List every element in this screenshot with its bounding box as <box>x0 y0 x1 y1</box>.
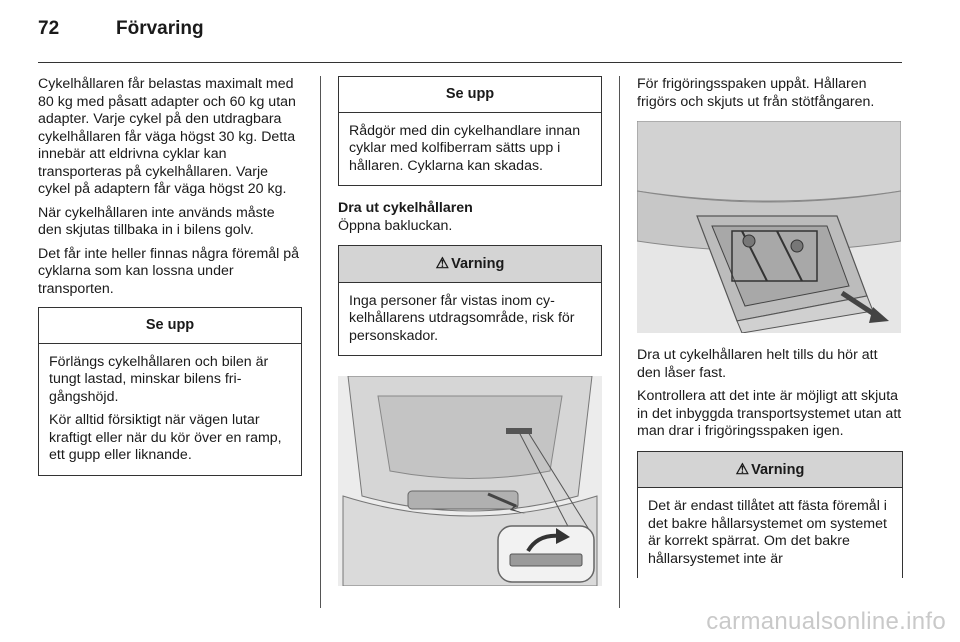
warning-heading <box>638 452 902 489</box>
column-divider-2 <box>619 76 620 608</box>
caution-text: Kör alltid försiktigt när vägen lutar kraftigt eller när du kör över en ramp, ett gupp eller liknande. <box>49 412 282 463</box>
header-rule <box>38 62 902 63</box>
watermark: carmanualsonline.info <box>706 608 946 635</box>
warning-text: Inga personer får vistas inom cykelhållarens utdragsområde, risk för personskador. <box>349 292 575 344</box>
warning-heading-label: Varning <box>451 256 505 272</box>
caution-text: Rådgör med din cykelhandlare innan cyklar med kolfiberram sätts upp i hållaren. Cyklarna kan skadas. <box>349 122 581 174</box>
caution-heading: Se upp <box>39 308 301 344</box>
warning-triangle-icon: ⚠ <box>435 255 450 272</box>
warning-box-locked-system <box>637 451 903 579</box>
page-title: Förvaring <box>116 18 204 39</box>
page-header <box>38 18 204 48</box>
paragraph-no-loose-objects: Det får inte heller finnas några föremål på cyklarna som kan lossna under transporten. <box>38 245 300 297</box>
warning-triangle-icon: ⚠ <box>735 460 750 478</box>
paragraph-push-lever: För frigöringsspaken uppåt. Hållaren frigörs och skjuts ut från stötfångaren. <box>637 76 875 110</box>
instruction-open-tailgate: Öppna bakluckan. <box>338 217 453 234</box>
paragraph-pull-out: Dra ut cykelhållaren helt tills du hör att den låser fast. <box>637 347 878 381</box>
illustration-release-lever <box>338 376 602 586</box>
illustration-pull-out-carrier <box>637 121 901 333</box>
page-number: 72 <box>38 18 60 39</box>
warning-heading-label: Varning <box>751 461 805 478</box>
caution-box-ground-clearance <box>38 307 302 476</box>
caution-box-carbon-frame <box>338 76 602 186</box>
warning-heading <box>339 246 601 283</box>
bike-carrier-illustration <box>637 121 901 333</box>
caution-text: Förlängs cykelhållaren och bilen är tungt lastad, minskar bilens frigångshöjd. <box>49 353 269 405</box>
caution-heading: Se upp <box>339 77 601 113</box>
section-subheading: Dra ut cykelhållaren <box>338 200 473 216</box>
column-divider-1 <box>320 76 321 608</box>
column-3 <box>637 76 903 578</box>
paragraph-push-back: När cykelhållaren inte används måste den skjutas tillbaka in i bilens golv. <box>38 204 275 238</box>
tailgate-lever-illustration <box>338 376 602 586</box>
column-1 <box>38 76 302 488</box>
paragraph-load-limits: Cykelhållaren får belastas maximalt med 80 kg med påsatt adapter och 60 kg utan adapter. Varje cykel på den utdragbara cykelhållaren får väga högst 30 kg. Detta innebär att eldrivna cyklar kan transporteras på cykelhållaren. Varje cykel på adaptern får väga högst 20 kg. <box>38 76 296 197</box>
column-2 <box>338 76 602 586</box>
warning-text: Det är endast tillåtet att fästa föremål i det bakre hållarsystemet om systemet är korrekt spärrat. Om det bakre hållarsystemet inte är <box>648 498 887 567</box>
paragraph-verify-lock: Kontrollera att det inte är möjligt att skjuta in det inbyggda transportsystemet utan att man drar i frigöringsspaken igen. <box>637 388 902 439</box>
warning-box-persons <box>338 245 602 356</box>
